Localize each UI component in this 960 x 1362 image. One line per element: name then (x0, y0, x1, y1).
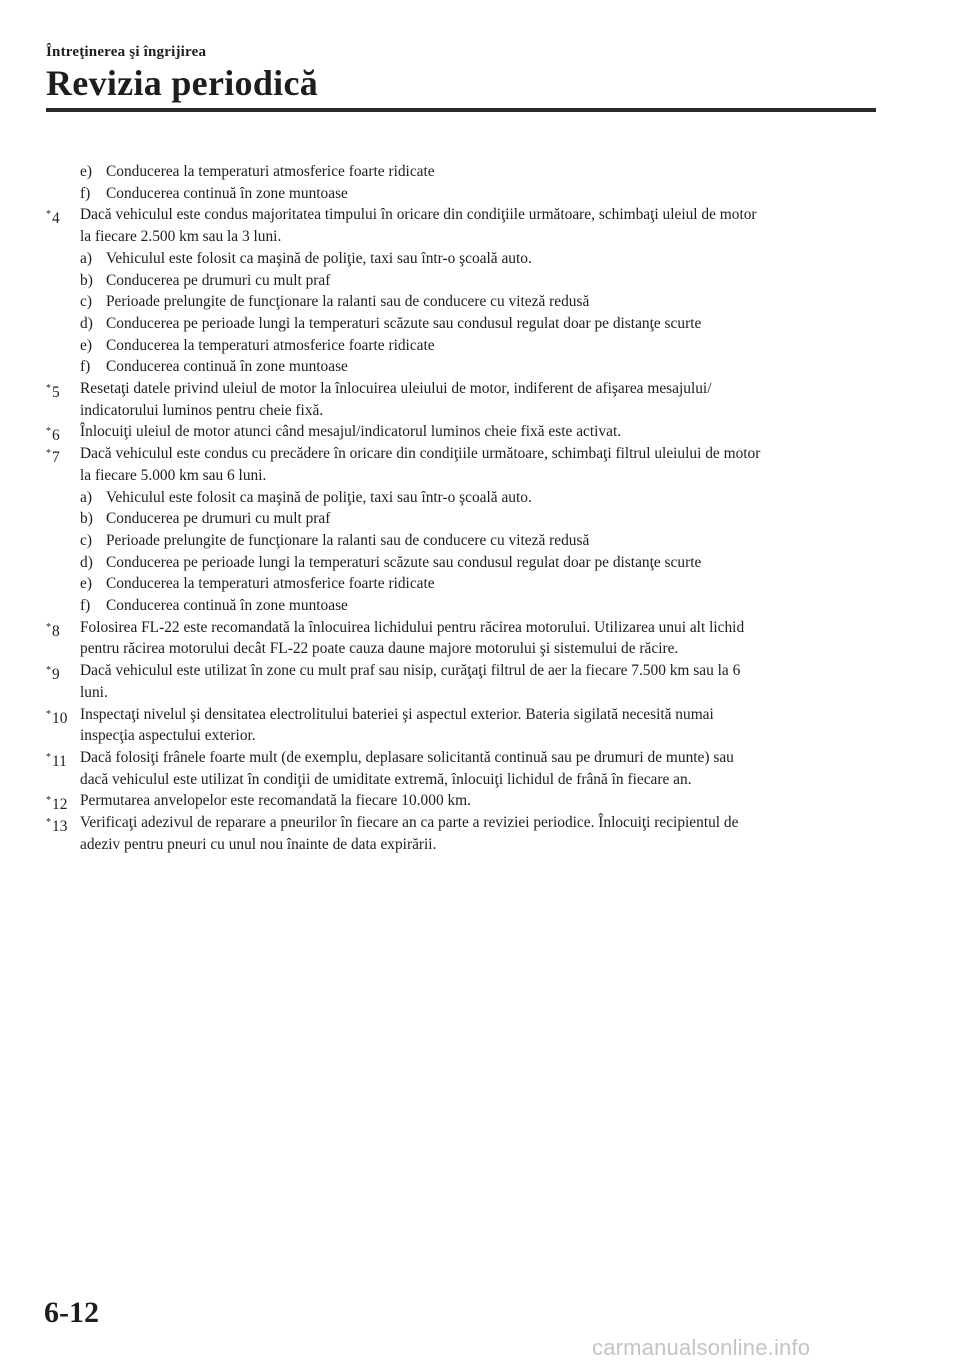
list-item-text: Conducerea pe drumuri cu mult praf (106, 510, 331, 528)
footnote (46, 790, 876, 812)
asterisk-icon: * (46, 426, 51, 438)
continuation-text: inspecţia aspectului exterior. (80, 727, 256, 745)
footnote (46, 747, 876, 769)
list-item-text: Conducerea continuă în zone muntoase (106, 358, 348, 376)
list-item (46, 248, 876, 270)
footnote (46, 204, 876, 226)
asterisk-icon: * (46, 751, 51, 763)
footnote (46, 617, 876, 639)
asterisk-icon: * (46, 795, 51, 807)
footnote-number: 6 (52, 427, 60, 445)
footnote-continuation (46, 769, 876, 791)
footnote-number: 13 (52, 818, 68, 836)
list-item (46, 508, 876, 530)
asterisk-icon: * (46, 708, 51, 720)
footnote-text: Dacă vehiculul este condus majoritatea timpului în oricare din condiţiile următoare, schimbaţi uleiul de motor (80, 206, 757, 224)
footnote-continuation (46, 725, 876, 747)
continuation-text: la fiecare 5.000 km sau 6 luni. (80, 466, 267, 484)
footnote-continuation (46, 465, 876, 487)
list-item-label: c) (80, 531, 92, 549)
footnote (46, 443, 876, 465)
footnote-continuation (46, 226, 876, 248)
footnote-number: 11 (52, 752, 67, 770)
list-item-text: Vehiculul este folosit ca maşină de poliţie, taxi sau într-o şcoală auto. (106, 488, 532, 506)
list-item-text: Perioade prelungite de funcţionare la ralanti sau de conducere cu viteză redusă (106, 531, 590, 549)
footnote (46, 812, 876, 834)
footnote-text: Dacă folosiţi frânele foarte mult (de exemplu, deplasare solicitantă continuă sau pe drumuri de munte) sau (80, 748, 734, 766)
footnote (46, 421, 876, 443)
footnote (46, 704, 876, 726)
continuation-text: la fiecare 2.500 km sau la 3 luni. (80, 228, 282, 246)
footnote-text: Resetaţi datele privind uleiul de motor la înlocuirea uleiului de motor, indiferent de afişarea mesajului/ (80, 380, 712, 398)
footnote-text: Dacă vehiculul este condus cu precădere în oricare din condiţiile următoare, schimbaţi filtrul uleiului de motor (80, 445, 761, 463)
footnote (46, 378, 876, 400)
footnote-text: Dacă vehiculul este utilizat în zone cu mult praf sau nisip, curăţaţi filtrul de aer la fiecare 7.500 km sau la 6 (80, 662, 741, 680)
list-item-label: e) (80, 336, 92, 354)
list-item (46, 573, 876, 595)
list-item-label: b) (80, 271, 93, 289)
list-item (46, 595, 876, 617)
page-title: Revizia periodică (46, 63, 319, 103)
list-item (46, 487, 876, 509)
footnote-continuation (46, 638, 876, 660)
list-item-text: Vehiculul este folosit ca maşină de poliţie, taxi sau într-o şcoală auto. (106, 249, 532, 267)
list-item-text: Conducerea continuă în zone muntoase (106, 184, 348, 202)
footnote-text: Înlocuiţi uleiul de motor atunci când mesajul/indicatorul luminos cheie fixă este activat. (80, 423, 622, 441)
asterisk-icon: * (46, 817, 51, 829)
document-body (46, 161, 876, 856)
list-item-text: Conducerea la temperaturi atmosferice foarte ridicate (106, 163, 435, 180)
list-item (46, 161, 876, 183)
continuation-text: dacă vehiculul este utilizat în condiţii de umiditate extremă, înlocuiţi lichidul de frână în fiecare an. (80, 770, 692, 788)
footnote-continuation (46, 834, 876, 856)
title-divider (46, 108, 876, 112)
list-item-text: Conducerea continuă în zone muntoase (106, 597, 348, 615)
list-item (46, 356, 876, 378)
list-item-label: d) (80, 553, 93, 571)
continuation-text: adeziv pentru pneuri cu unul nou înainte de data expirării. (80, 835, 437, 853)
list-item-label: a) (80, 488, 92, 506)
asterisk-icon: * (46, 448, 51, 460)
footnote-number: 10 (52, 709, 68, 727)
continuation-text: pentru răcirea motorului decât FL-22 poate cauza daune majore motorului şi sistemului de răcire. (80, 640, 679, 658)
list-item-label: d) (80, 314, 93, 332)
asterisk-icon: * (46, 383, 51, 395)
asterisk-icon: * (46, 665, 51, 677)
footnote-number: 12 (52, 796, 68, 814)
list-item-label: f) (80, 597, 91, 615)
footnote-number: 5 (52, 384, 60, 402)
section-label: Întreţinerea şi îngrijirea (46, 44, 207, 60)
list-item-label: e) (80, 575, 92, 593)
asterisk-icon: * (46, 209, 51, 221)
list-item-text: Conducerea la temperaturi atmosferice foarte ridicate (106, 575, 435, 593)
footnote-continuation (46, 400, 876, 422)
footnote (46, 660, 876, 682)
watermark[interactable]: carmanualsonline.info (592, 1335, 811, 1360)
list-item-label: f) (80, 184, 91, 202)
continuation-text: luni. (80, 683, 108, 701)
footnote-number: 4 (52, 210, 60, 228)
list-item-label: f) (80, 358, 91, 376)
list-item-label: c) (80, 293, 92, 311)
list-item-text: Conducerea la temperaturi atmosferice foarte ridicate (106, 336, 435, 354)
continuation-text: indicatorului luminos pentru cheie fixă. (80, 401, 324, 419)
list-item-text: Conducerea pe drumuri cu mult praf (106, 271, 331, 289)
footnote-text: Folosirea FL-22 este recomandată la înlocuirea lichidului pentru răcirea motorului. Utilizarea unui alt lichid (80, 618, 745, 636)
page-number: 6-12 (44, 1296, 99, 1329)
list-item (46, 335, 876, 357)
list-item-label: e) (80, 163, 92, 180)
footnote-number: 7 (52, 449, 60, 467)
footnote-number: 8 (52, 622, 60, 640)
footnote-text: Permutarea anvelopelor este recomandată la fiecare 10.000 km. (80, 792, 471, 810)
list-item-text: Conducerea pe perioade lungi la temperaturi scăzute sau condusul regulat doar pe distanţe scurte (106, 314, 702, 332)
list-item (46, 291, 876, 313)
list-item (46, 530, 876, 552)
list-item (46, 270, 876, 292)
footnote-text: Inspectaţi nivelul şi densitatea electrolitului bateriei şi aspectul exterior. Bateria sigilată necesită numai (80, 705, 714, 723)
list-item-text: Conducerea pe perioade lungi la temperaturi scăzute sau condusul regulat doar pe distanţe scurte (106, 553, 702, 571)
asterisk-icon: * (46, 621, 51, 633)
list-item-label: b) (80, 510, 93, 528)
footnote-continuation (46, 682, 876, 704)
list-item (46, 313, 876, 335)
list-item (46, 552, 876, 574)
footnote-number: 9 (52, 666, 60, 684)
footnote-text: Verificaţi adezivul de reparare a pneurilor în fiecare an ca parte a reviziei periodice. Înlocuiţi recipientul de (80, 814, 739, 832)
list-item-text: Perioade prelungite de funcţionare la ralanti sau de conducere cu viteză redusă (106, 293, 590, 311)
list-item (46, 183, 876, 205)
list-item-label: a) (80, 249, 92, 267)
